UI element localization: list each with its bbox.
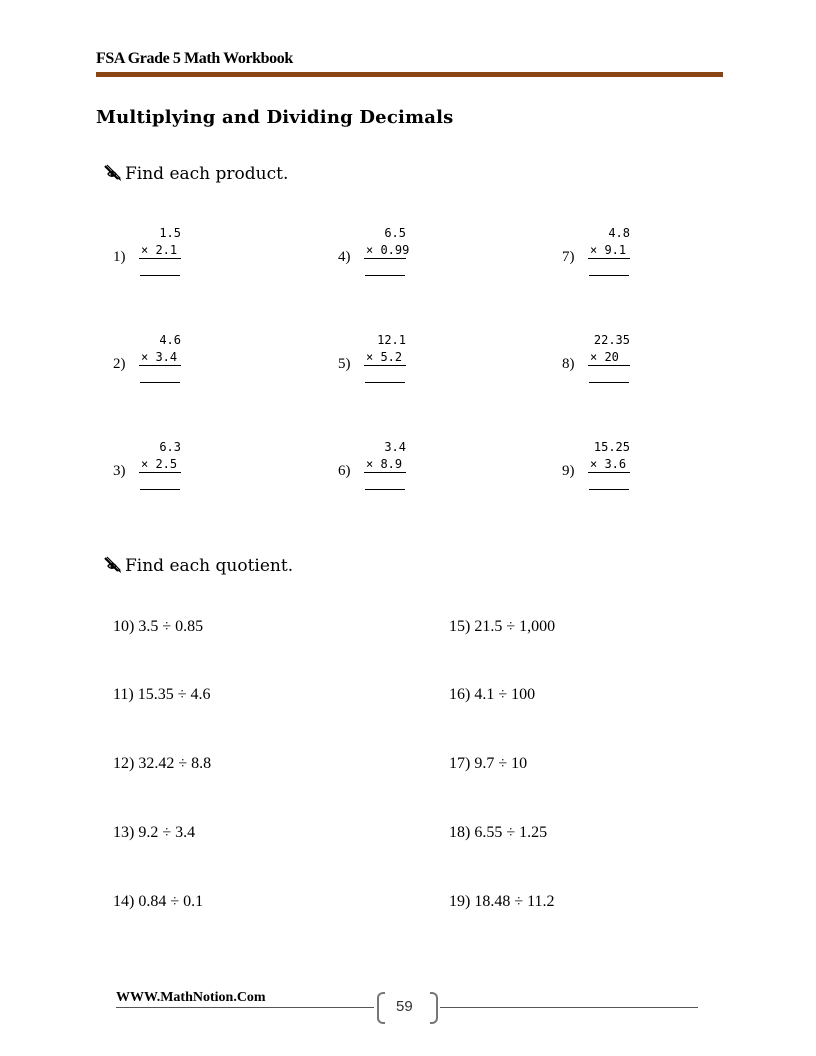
section-title: Multiplying and Dividing Decimals: [96, 107, 454, 128]
quotient-problem: 12) 32.42 ÷ 8.8: [113, 755, 212, 772]
multiplier: × 8.9: [366, 457, 403, 471]
quotient-problem: 14) 0.84 ÷ 0.1: [113, 893, 204, 910]
multiplicand: 6.3: [159, 440, 181, 454]
quotient-problem: 17) 9.7 ÷ 10: [449, 755, 528, 772]
quotient-problem: 16) 4.1 ÷ 100: [449, 686, 536, 703]
quotient-problem: 19) 18.48 ÷ 11.2: [449, 893, 555, 910]
multiplication-bar: [364, 258, 406, 259]
quotient-problem: 15) 21.5 ÷ 1,000: [449, 618, 556, 635]
multiplicand: 3.4: [384, 440, 406, 454]
page-number: 59: [396, 998, 413, 1015]
multiplication-bar: [364, 472, 406, 473]
multiplication-bar: [588, 472, 630, 473]
multiplier: × 2.1: [141, 243, 178, 257]
footer-site: WWW.MathNotion.Com: [116, 990, 266, 1005]
page-bracket-right: [430, 992, 438, 1024]
problem-number: 2): [113, 356, 126, 372]
header-title: FSA Grade 5 Math Workbook: [96, 50, 293, 67]
answer-line: [365, 382, 405, 383]
product-problem: [113, 226, 233, 286]
product-problem: [338, 226, 458, 286]
multiplication-bar: [139, 472, 181, 473]
multiplier: × 0.99: [366, 243, 410, 257]
problem-number: 4): [338, 249, 351, 265]
multiplication-bar: [588, 365, 630, 366]
product-problem: [338, 440, 458, 500]
header-rule: [96, 72, 723, 77]
multiplicand: 15.25: [593, 440, 630, 454]
problem-number: 9): [562, 463, 575, 479]
multiplier: × 2.5: [141, 457, 178, 471]
answer-line: [589, 275, 629, 276]
answer-line: [589, 489, 629, 490]
instruction-quotients-text: Find each quotient.: [125, 556, 294, 576]
multiplier: × 20: [590, 350, 619, 364]
quotient-problem: 13) 9.2 ÷ 3.4: [113, 824, 196, 841]
product-problem: [562, 333, 682, 393]
answer-line: [365, 275, 405, 276]
answer-line: [140, 489, 180, 490]
instruction-quotients: [104, 556, 293, 576]
multiplier: × 3.4: [141, 350, 178, 364]
problem-number: 7): [562, 249, 575, 265]
multiplication-bar: [364, 365, 406, 366]
multiplicand: 4.8: [608, 226, 630, 240]
quotient-problem: 18) 6.55 ÷ 1.25: [449, 824, 548, 841]
multiplier: × 9.1: [590, 243, 627, 257]
quotient-problem: 11) 15.35 ÷ 4.6: [113, 686, 211, 703]
multiplier: × 3.6: [590, 457, 627, 471]
multiplicand: 12.1: [377, 333, 406, 347]
multiplication-bar: [139, 365, 181, 366]
answer-line: [589, 382, 629, 383]
problem-number: 8): [562, 356, 575, 372]
problem-number: 5): [338, 356, 351, 372]
pencil-icon: [104, 164, 124, 182]
problem-number: 6): [338, 463, 351, 479]
quotient-problem: 10) 3.5 ÷ 0.85: [113, 618, 204, 635]
instruction-products-text: Find each product.: [125, 164, 289, 184]
instruction-products: [104, 164, 288, 184]
product-problem: [338, 333, 458, 393]
multiplication-bar: [588, 258, 630, 259]
answer-line: [365, 489, 405, 490]
answer-line: [140, 275, 180, 276]
footer-rule-right: [440, 1007, 698, 1008]
multiplier: × 5.2: [366, 350, 403, 364]
product-problem: [113, 440, 233, 500]
problem-number: 1): [113, 249, 126, 265]
pencil-icon: [104, 556, 124, 574]
product-problem: [113, 333, 233, 393]
multiplicand: 1.5: [159, 226, 181, 240]
multiplicand: 6.5: [384, 226, 406, 240]
multiplication-bar: [139, 258, 181, 259]
problem-number: 3): [113, 463, 126, 479]
product-problem: [562, 226, 682, 286]
multiplicand: 4.6: [159, 333, 181, 347]
footer-rule-left: [116, 1007, 374, 1008]
product-problem: [562, 440, 682, 500]
answer-line: [140, 382, 180, 383]
multiplicand: 22.35: [593, 333, 630, 347]
page-bracket-left: [377, 992, 385, 1024]
